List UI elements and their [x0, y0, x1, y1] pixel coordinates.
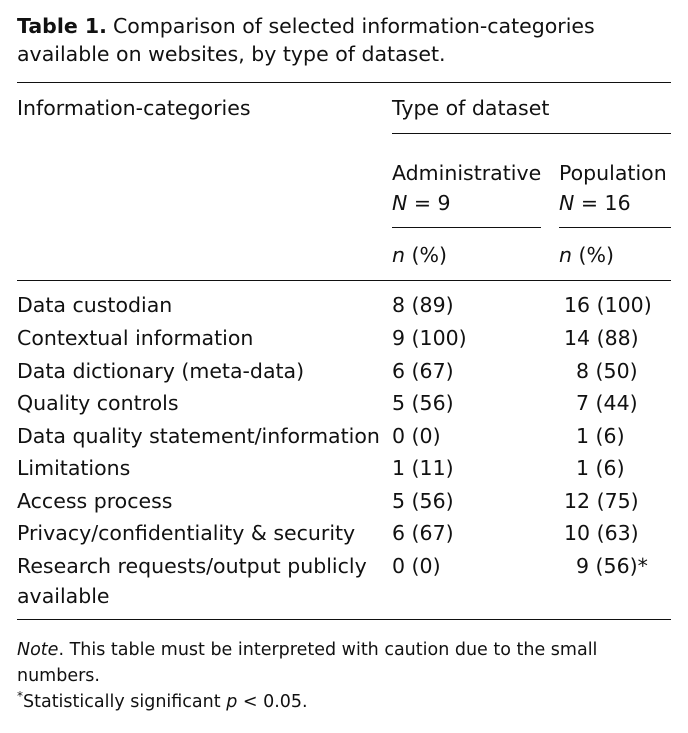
row-category: Data quality statement/information — [17, 424, 380, 448]
column-header-categories: Information-categories — [17, 96, 251, 120]
row-population: 16 (100) — [564, 293, 652, 317]
row-category: Data dictionary (meta-data) — [17, 359, 305, 383]
table-row — [17, 485, 671, 517]
significance-text: Statistically significant — [23, 692, 227, 712]
table-row — [17, 550, 671, 612]
significance-note — [17, 689, 657, 715]
row-population: 9 (56)* — [576, 554, 648, 578]
caption-line-1: Comparison of selected information-categories — [112, 14, 595, 38]
row-administrative: 6 (67) — [392, 521, 454, 545]
table-label: Table 1. — [17, 14, 107, 38]
row-population: 12 (75) — [564, 489, 639, 513]
significance-mark: * — [17, 689, 23, 704]
row-administrative: 9 (100) — [392, 326, 467, 350]
row-administrative: 8 (89) — [392, 293, 454, 317]
top-rule — [17, 82, 671, 83]
table-row — [17, 517, 671, 549]
note-text-continued: numbers. — [17, 666, 100, 686]
row-administrative: 0 (0) — [392, 554, 441, 578]
row-population: 1 (6) — [576, 424, 625, 448]
column-header-population: Population — [559, 161, 667, 185]
significance-threshold: < 0.05. — [237, 692, 308, 712]
row-administrative: 6 (67) — [392, 359, 454, 383]
table-row — [17, 322, 671, 354]
caption-line-2: available on websites, by type of dataset. — [17, 42, 446, 66]
row-category: Data custodian — [17, 293, 173, 317]
group-header-type: Type of dataset — [392, 96, 550, 120]
row-population: 8 (50) — [576, 359, 638, 383]
row-category: Access process — [17, 489, 173, 513]
row-population: 1 (6) — [576, 456, 625, 480]
row-population: 10 (63) — [564, 521, 639, 545]
population-unit: n (%) — [559, 243, 614, 267]
row-category: Quality controls — [17, 391, 179, 415]
row-administrative: 1 (11) — [392, 456, 454, 480]
population-rule — [559, 227, 671, 228]
population-n: N = 16 — [559, 191, 631, 215]
header-rule — [17, 280, 671, 281]
row-population: 14 (88) — [564, 326, 639, 350]
row-category-continued: available — [17, 584, 110, 608]
row-administrative: 5 (56) — [392, 489, 454, 513]
table-row — [17, 452, 671, 484]
row-category: Research requests/output publicly — [17, 554, 367, 578]
row-category: Limitations — [17, 456, 131, 480]
group-rule — [392, 133, 671, 134]
bottom-rule — [17, 619, 671, 620]
note-text: . This table must be interpreted with caution due to the small — [58, 640, 598, 660]
table-row — [17, 355, 671, 387]
table-row — [17, 289, 671, 321]
row-category: Privacy/confidentiality & security — [17, 521, 356, 545]
significance-p: p — [226, 692, 238, 712]
table-note — [17, 637, 657, 689]
row-administrative: 5 (56) — [392, 391, 454, 415]
table-figure — [17, 12, 671, 68]
note-lead: Note — [17, 640, 59, 660]
row-administrative: 0 (0) — [392, 424, 441, 448]
table-caption — [17, 12, 671, 68]
administrative-rule — [392, 227, 541, 228]
table-row — [17, 387, 671, 419]
row-population: 7 (44) — [576, 391, 638, 415]
row-category: Contextual information — [17, 326, 254, 350]
column-header-administrative: Administrative — [392, 161, 542, 185]
administrative-n: N = 9 — [392, 191, 451, 215]
administrative-unit: n (%) — [392, 243, 447, 267]
table-row — [17, 420, 671, 452]
